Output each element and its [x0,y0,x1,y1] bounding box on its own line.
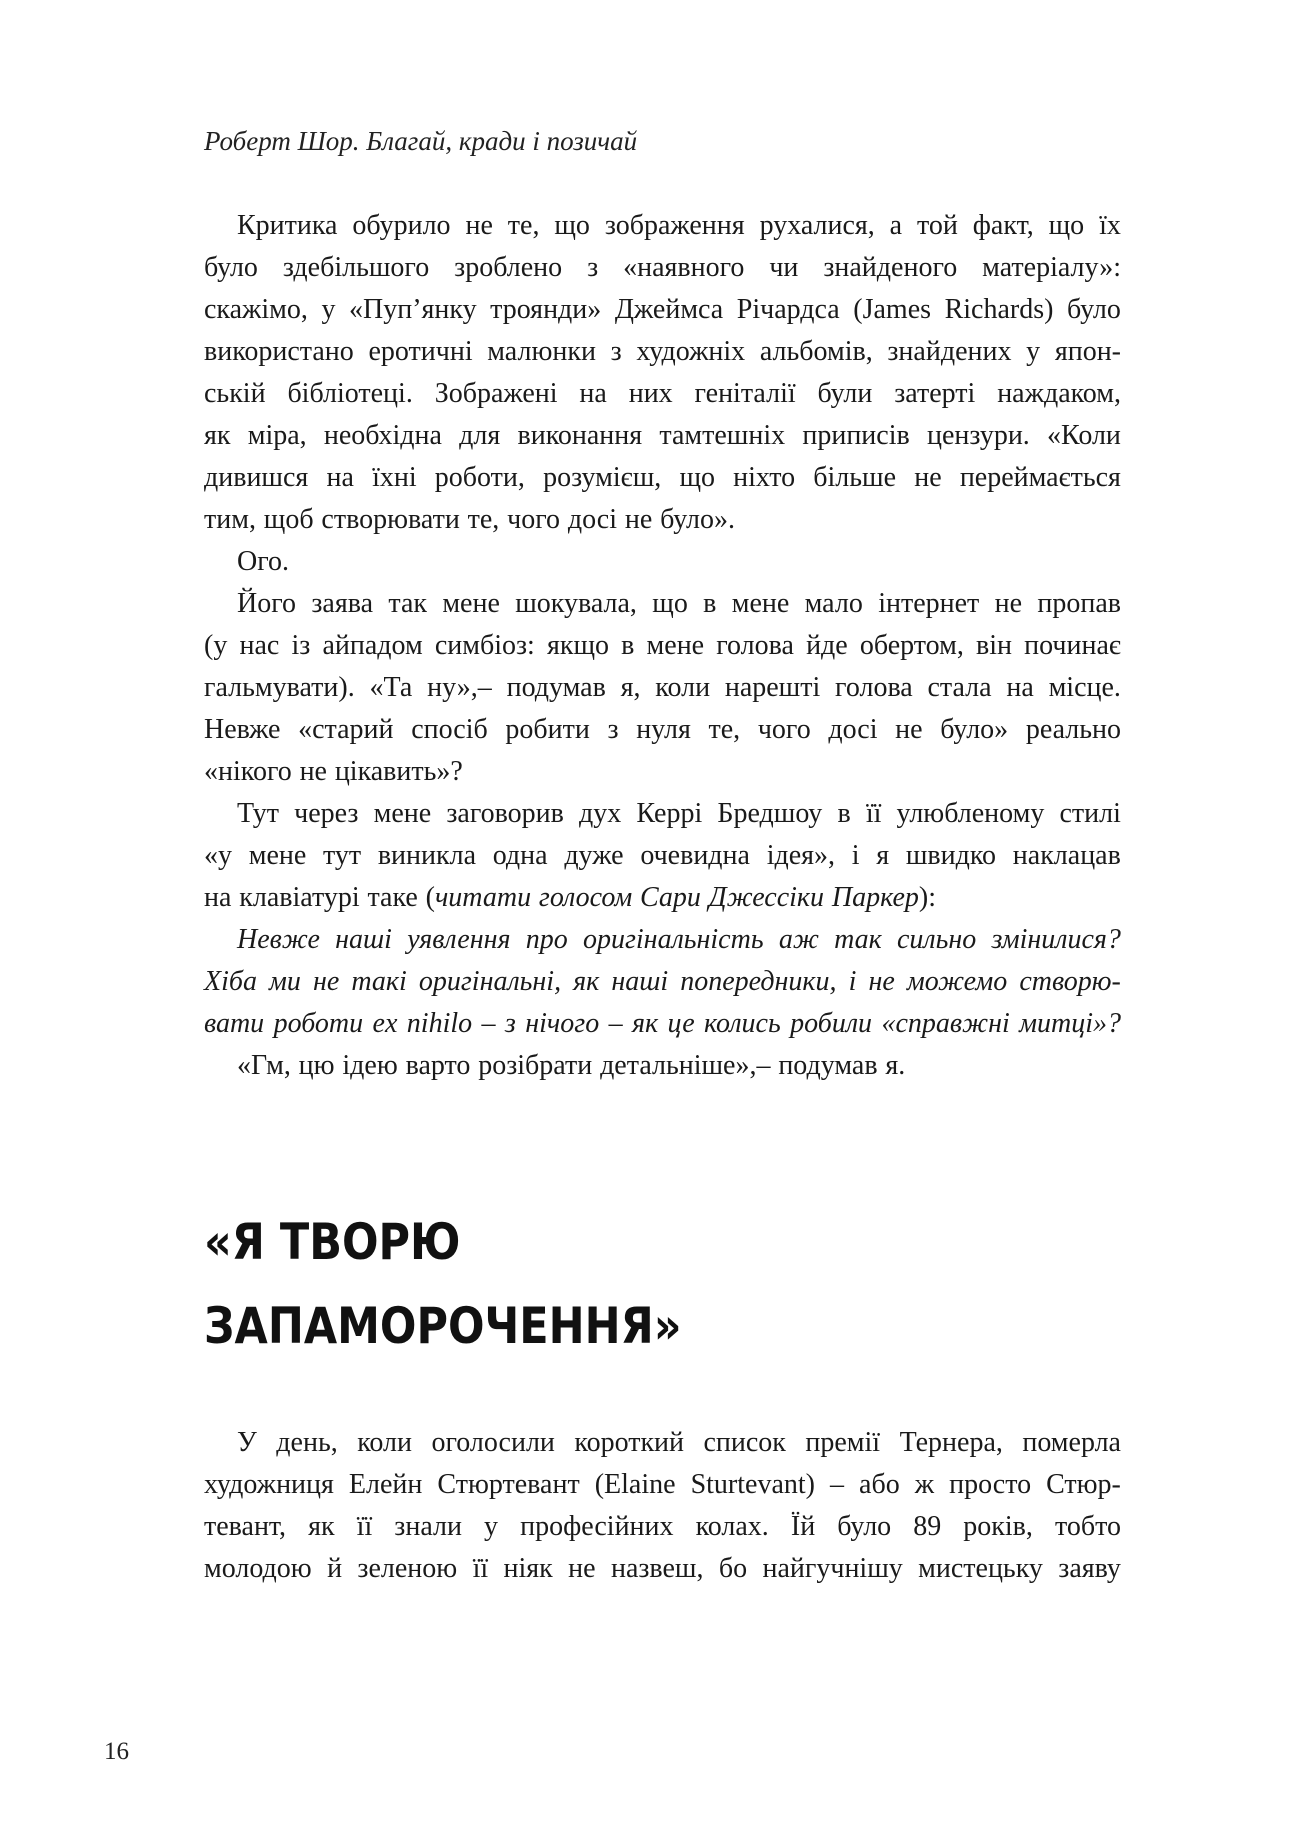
text-line: «Гм, цю ідею варто розібрати детальніше»,– подумав я. [237,1050,906,1081]
text-line: дивишся на їхні роботи, розумієш, що ніхто більше не переймається [204,462,1121,493]
text-line: тевант, як її знали у професійних колах. Їй було 89 років, тобто [204,1511,1121,1542]
text-line: тим, щоб створювати те, чого досі не було». [204,504,735,535]
text-line: Ого. [237,546,290,577]
text-line: вати роботи ex nihilo – з нічого – як це колись робили «справжні митці»? [204,1008,1121,1039]
text-line: молодою й зеленою її ніяк не назвеш, бо найгучнішу мистецьку заяву [204,1553,1121,1584]
text-line: «нікого не цікавить»? [204,756,463,787]
text-line: У день, коли оголосили короткий список премії Тернера, померла [237,1427,1121,1458]
text-line: скажімо, у «Пуп’янку троянди» Джеймса Річардса (James Richards) було [204,294,1121,325]
text-line: використано еротичні малюнки з художніх альбомів, знайдених у япон- [204,336,1121,367]
text-line: на клавіатурі таке (читати голосом Сари Джессіки Паркер): [204,882,937,913]
text-line: Хіба ми не такі оригінальні, як наші попередники, і не можемо створю- [204,966,1121,997]
text-line: Невже «старий спосіб робити з нуля те, чого досі не було» реально [204,714,1121,745]
text-line: художниця Елейн Стюртевант (Elaine Sturtevant) – або ж просто Стюр- [204,1469,1121,1500]
body-text-block-2 [204,1422,1121,1590]
text-line: гальмувати). «Та ну»,– подумав я, коли нарешті голова стала на місце. [204,672,1121,703]
text-line: «у мене тут виникла одна дуже очевидна ідея», і я швидко наклацав [204,840,1121,871]
text-line: Невже наші уявлення про оригінальність аж так сильно змінилися? [237,924,1121,955]
text-line: Його заява так мене шокувала, що в мене мало інтернет не пропав [237,588,1121,619]
body-text-block-1 [204,205,1121,1087]
text-line: Тут через мене заговорив дух Керрі Бредшоу в її улюбленому стилі [237,798,1121,829]
text-line: як міра, необхідна для виконання тамтешніх приписів цензури. «Коли [204,420,1121,451]
section-heading [204,1200,682,1368]
section-heading-line-1: «Я ТВОРЮ [204,1213,461,1271]
text-line: Критика обурило не те, що зображення рухалися, а той факт, що їх [237,210,1121,241]
running-head: Роберт Шор. Благай, кради і позичай [204,126,638,156]
page-number: 16 [104,1738,129,1765]
text-line: ській бібліотеці. Зображені на них геніталії були затерті наждаком, [204,378,1121,409]
section-heading-line-2: ЗАПАМОРОЧЕННЯ» [204,1297,682,1355]
text-line: (у нас із айпадом симбіоз: якщо в мене голова йде обертом, він починає [204,630,1121,661]
text-line: було здебільшого зроблено з «наявного чи знайденого матеріалу»: [204,252,1121,283]
